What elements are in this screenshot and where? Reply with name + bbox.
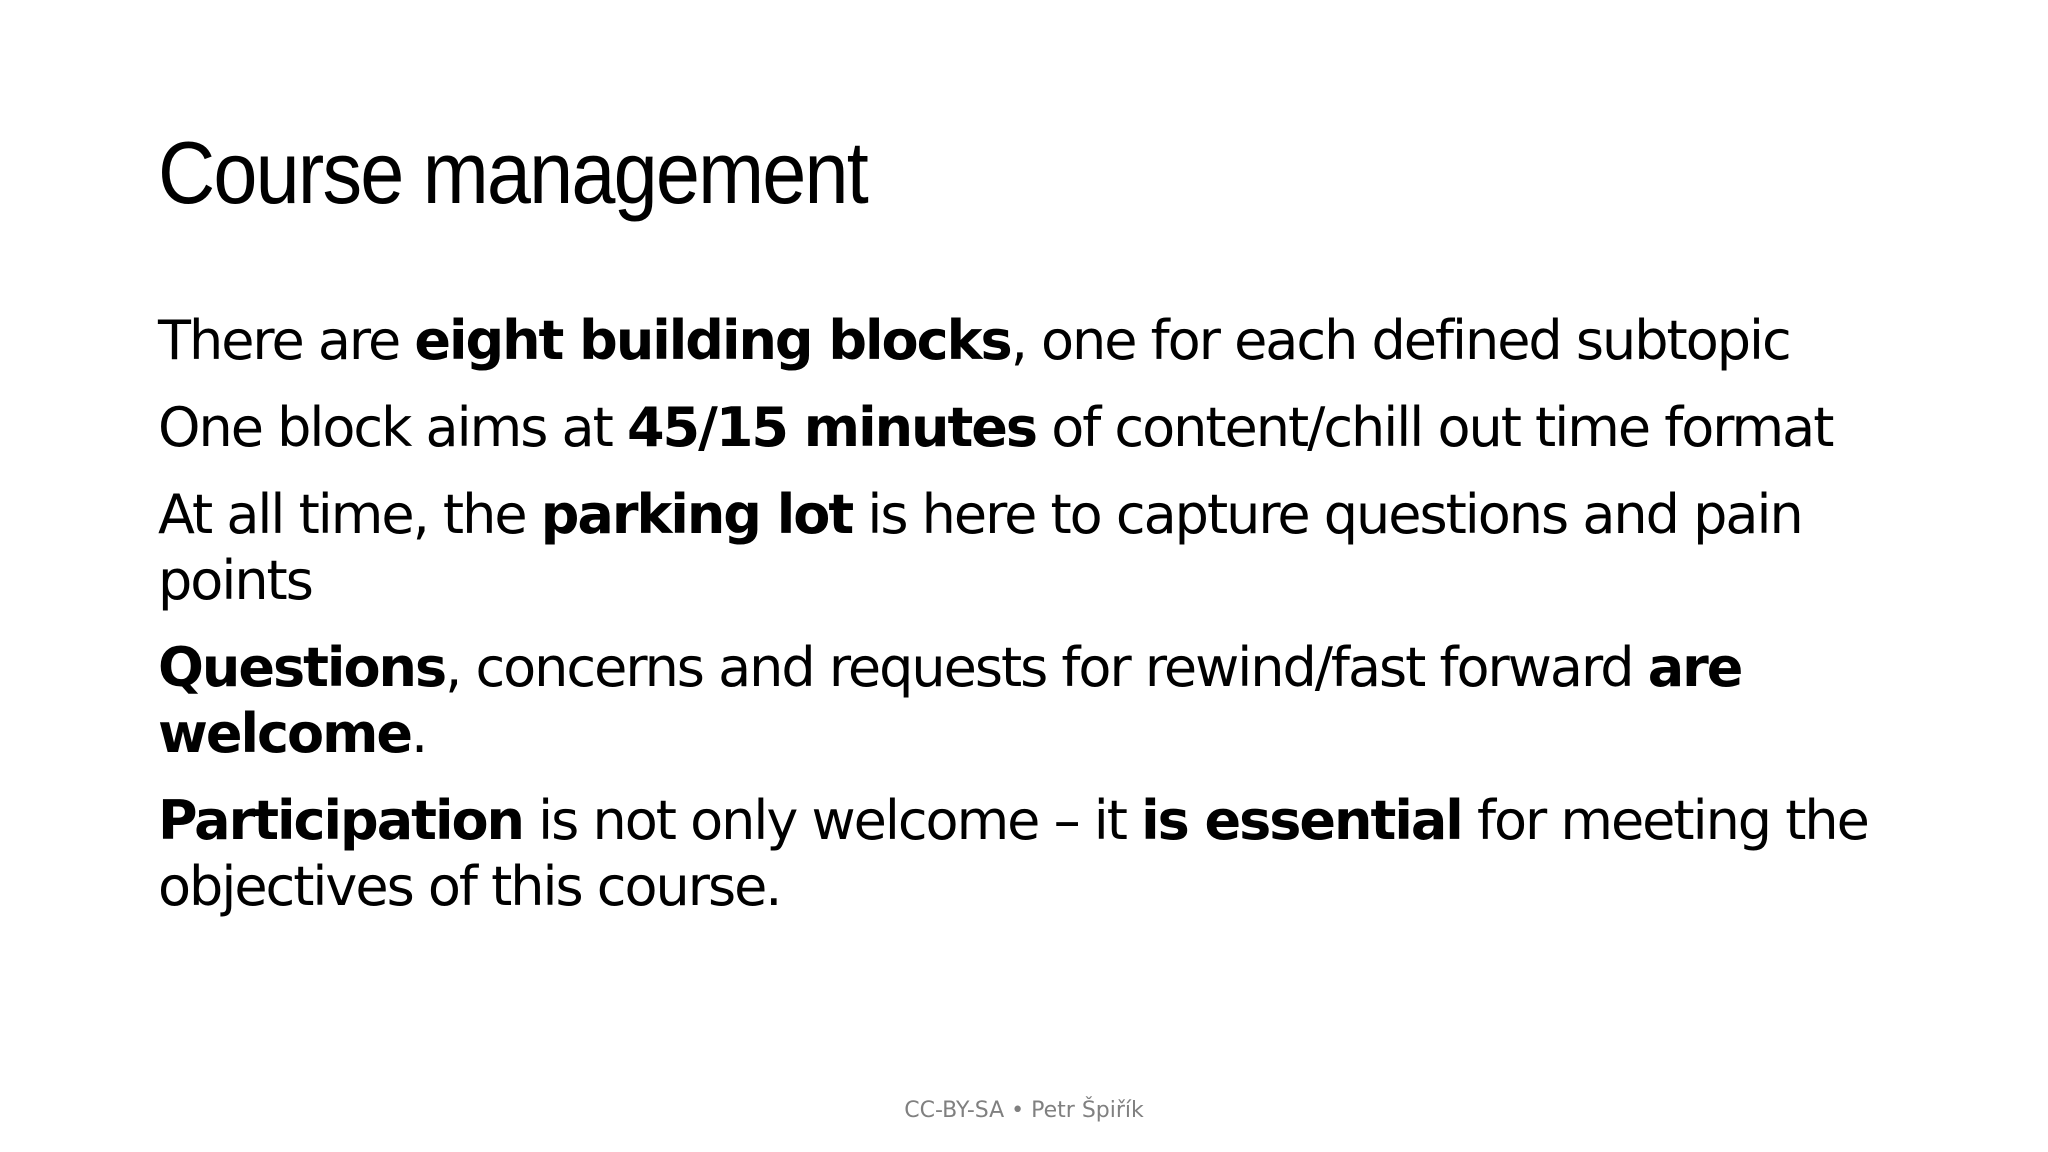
text-run: .	[411, 702, 427, 765]
bold-run: Questions	[158, 636, 446, 699]
text-run: for meeting the objectives of this course.	[158, 789, 1868, 918]
text-run: One block aims at	[158, 396, 627, 459]
bullet-paragraph	[158, 308, 1918, 374]
bold-run: 45/15 minutes	[626, 396, 1037, 459]
bold-run: is essential	[1141, 789, 1462, 852]
slide-body	[158, 308, 1918, 941]
text-run: of content/chill out time format	[1036, 396, 1833, 459]
bullet-paragraph	[158, 788, 1918, 920]
bold-run: are welcome	[158, 636, 1742, 765]
bold-run: Participation	[158, 789, 523, 852]
bullet-paragraph	[158, 395, 1918, 461]
text-run: , one for each defined subtopic	[1010, 309, 1790, 372]
slide-title: Course management	[158, 123, 868, 222]
bold-run: parking lot	[540, 483, 853, 546]
bold-run: eight building blocks	[414, 309, 1011, 372]
text-run: is not only welcome – it	[523, 789, 1142, 852]
text-run: There are	[158, 309, 415, 372]
text-run: is here to capture questions and pain points	[158, 483, 1802, 612]
text-run: , concerns and requests for rewind/fast forward	[445, 636, 1648, 699]
bullet-paragraph	[158, 635, 1918, 767]
slide-footer: CC-BY-SA • Petr Špiřík	[904, 1098, 1144, 1123]
text-run: At all time, the	[158, 483, 541, 546]
bullet-paragraph	[158, 482, 1918, 614]
